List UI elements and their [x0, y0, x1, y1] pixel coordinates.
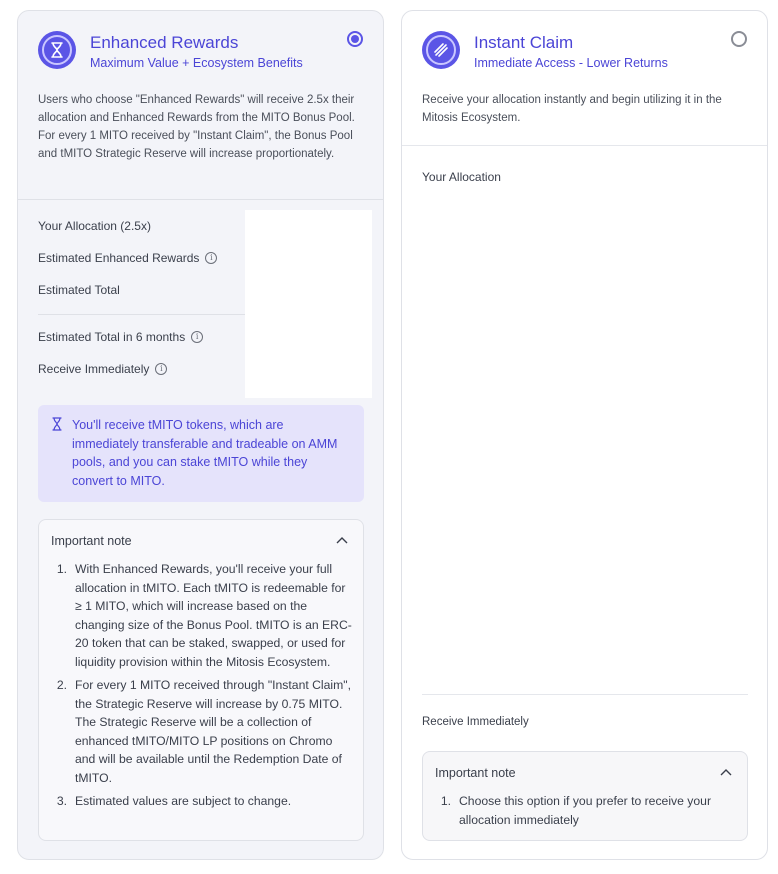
total-label: Estimated Total: [38, 283, 120, 297]
receive-immediately-row: [38, 353, 248, 385]
note-title: Important note: [435, 766, 516, 780]
hourglass-icon: [38, 31, 76, 69]
card-title: Instant Claim: [474, 33, 574, 52]
total-6-months-row: [38, 321, 248, 353]
enhanced-rewards-radio[interactable]: [347, 31, 363, 47]
info-icon[interactable]: i: [155, 363, 167, 375]
allocation-label: Your Allocation: [422, 170, 501, 184]
list-item: 1. Choose this option if you prefer to receive your allocation immediately: [440, 794, 712, 827]
hourglass-icon: [52, 417, 62, 437]
notice-text: You'll receive tMITO tokens, which are immediately transferable and tradeable on AMM pools, and you can stake tMITO while they convert to MITO.: [72, 418, 338, 488]
values-placeholder: [245, 210, 372, 398]
enhanced-rewards-label: Estimated Enhanced Rewards: [38, 251, 200, 265]
receive-immediately-label: Receive Immediately: [422, 716, 529, 728]
allocation-row: [38, 210, 248, 242]
card-description: Receive your allocation instantly and begin utilizing it in the Mitosis Ecosystem.: [422, 94, 722, 124]
enhanced-rewards-header: [18, 11, 383, 200]
card-subtitle: Immediate Access - Lower Returns: [474, 56, 668, 70]
note-list: [51, 560, 353, 816]
important-note-panel: [38, 519, 364, 841]
info-icon[interactable]: i: [191, 331, 203, 343]
allocation-divider: [422, 694, 748, 695]
important-note-panel: [422, 751, 748, 841]
total-row: [38, 274, 248, 306]
enhanced-rewards-card[interactable]: [17, 10, 384, 860]
rows-divider: [38, 314, 246, 315]
note-title: Important note: [51, 534, 132, 548]
chevron-up-icon[interactable]: [719, 766, 733, 780]
allocation-label: Your Allocation (2.5x): [38, 219, 151, 233]
mitosis-logo-icon: [422, 31, 460, 69]
card-subtitle: Maximum Value + Ecosystem Benefits: [90, 56, 303, 70]
instant-claim-header: [402, 11, 767, 146]
tmito-notice: [38, 405, 364, 502]
card-title: Enhanced Rewards: [90, 33, 239, 52]
info-icon[interactable]: i: [205, 252, 217, 264]
total-6-months-label: Estimated Total in 6 months: [38, 330, 186, 344]
list-item: 1. With Enhanced Rewards, you'll receive your full allocation in tMITO. Each tMITO is redeemable for ≥ 1 MITO, which will increase based on the changing size of the Bonus Pool. tMITO is an ERC-20 token that can be staked, swapped, or used for liquidity provision within the Mitosis Ecosystem.: [56, 562, 352, 669]
receive-immediately-label: Receive Immediately: [38, 362, 150, 376]
list-item: 3. Estimated values are subject to change.: [56, 794, 292, 808]
enhanced-rewards-row: [38, 242, 248, 274]
instant-claim-card[interactable]: [401, 10, 768, 860]
instant-claim-radio[interactable]: [731, 31, 747, 47]
list-item: 2. For every 1 MITO received through "Instant Claim", the Strategic Reserve will increase by 0.75 MITO. The Strategic Reserve will be a collection of enhanced tMITO/MITO LP positions on Chromo and will be available until the Redemption Date of tMITO.: [56, 678, 351, 785]
note-list: [435, 792, 737, 834]
allocation-rows: [38, 210, 248, 385]
card-description: Users who choose "Enhanced Rewards" will receive 2.5x their allocation and Enhanced Rewards from the MITO Bonus Pool. For every 1 MITO received by "Instant Claim", the Bonus Pool and tMITO Strategic Reserve will increase proportionately.: [38, 94, 355, 160]
chevron-up-icon[interactable]: [335, 534, 349, 548]
